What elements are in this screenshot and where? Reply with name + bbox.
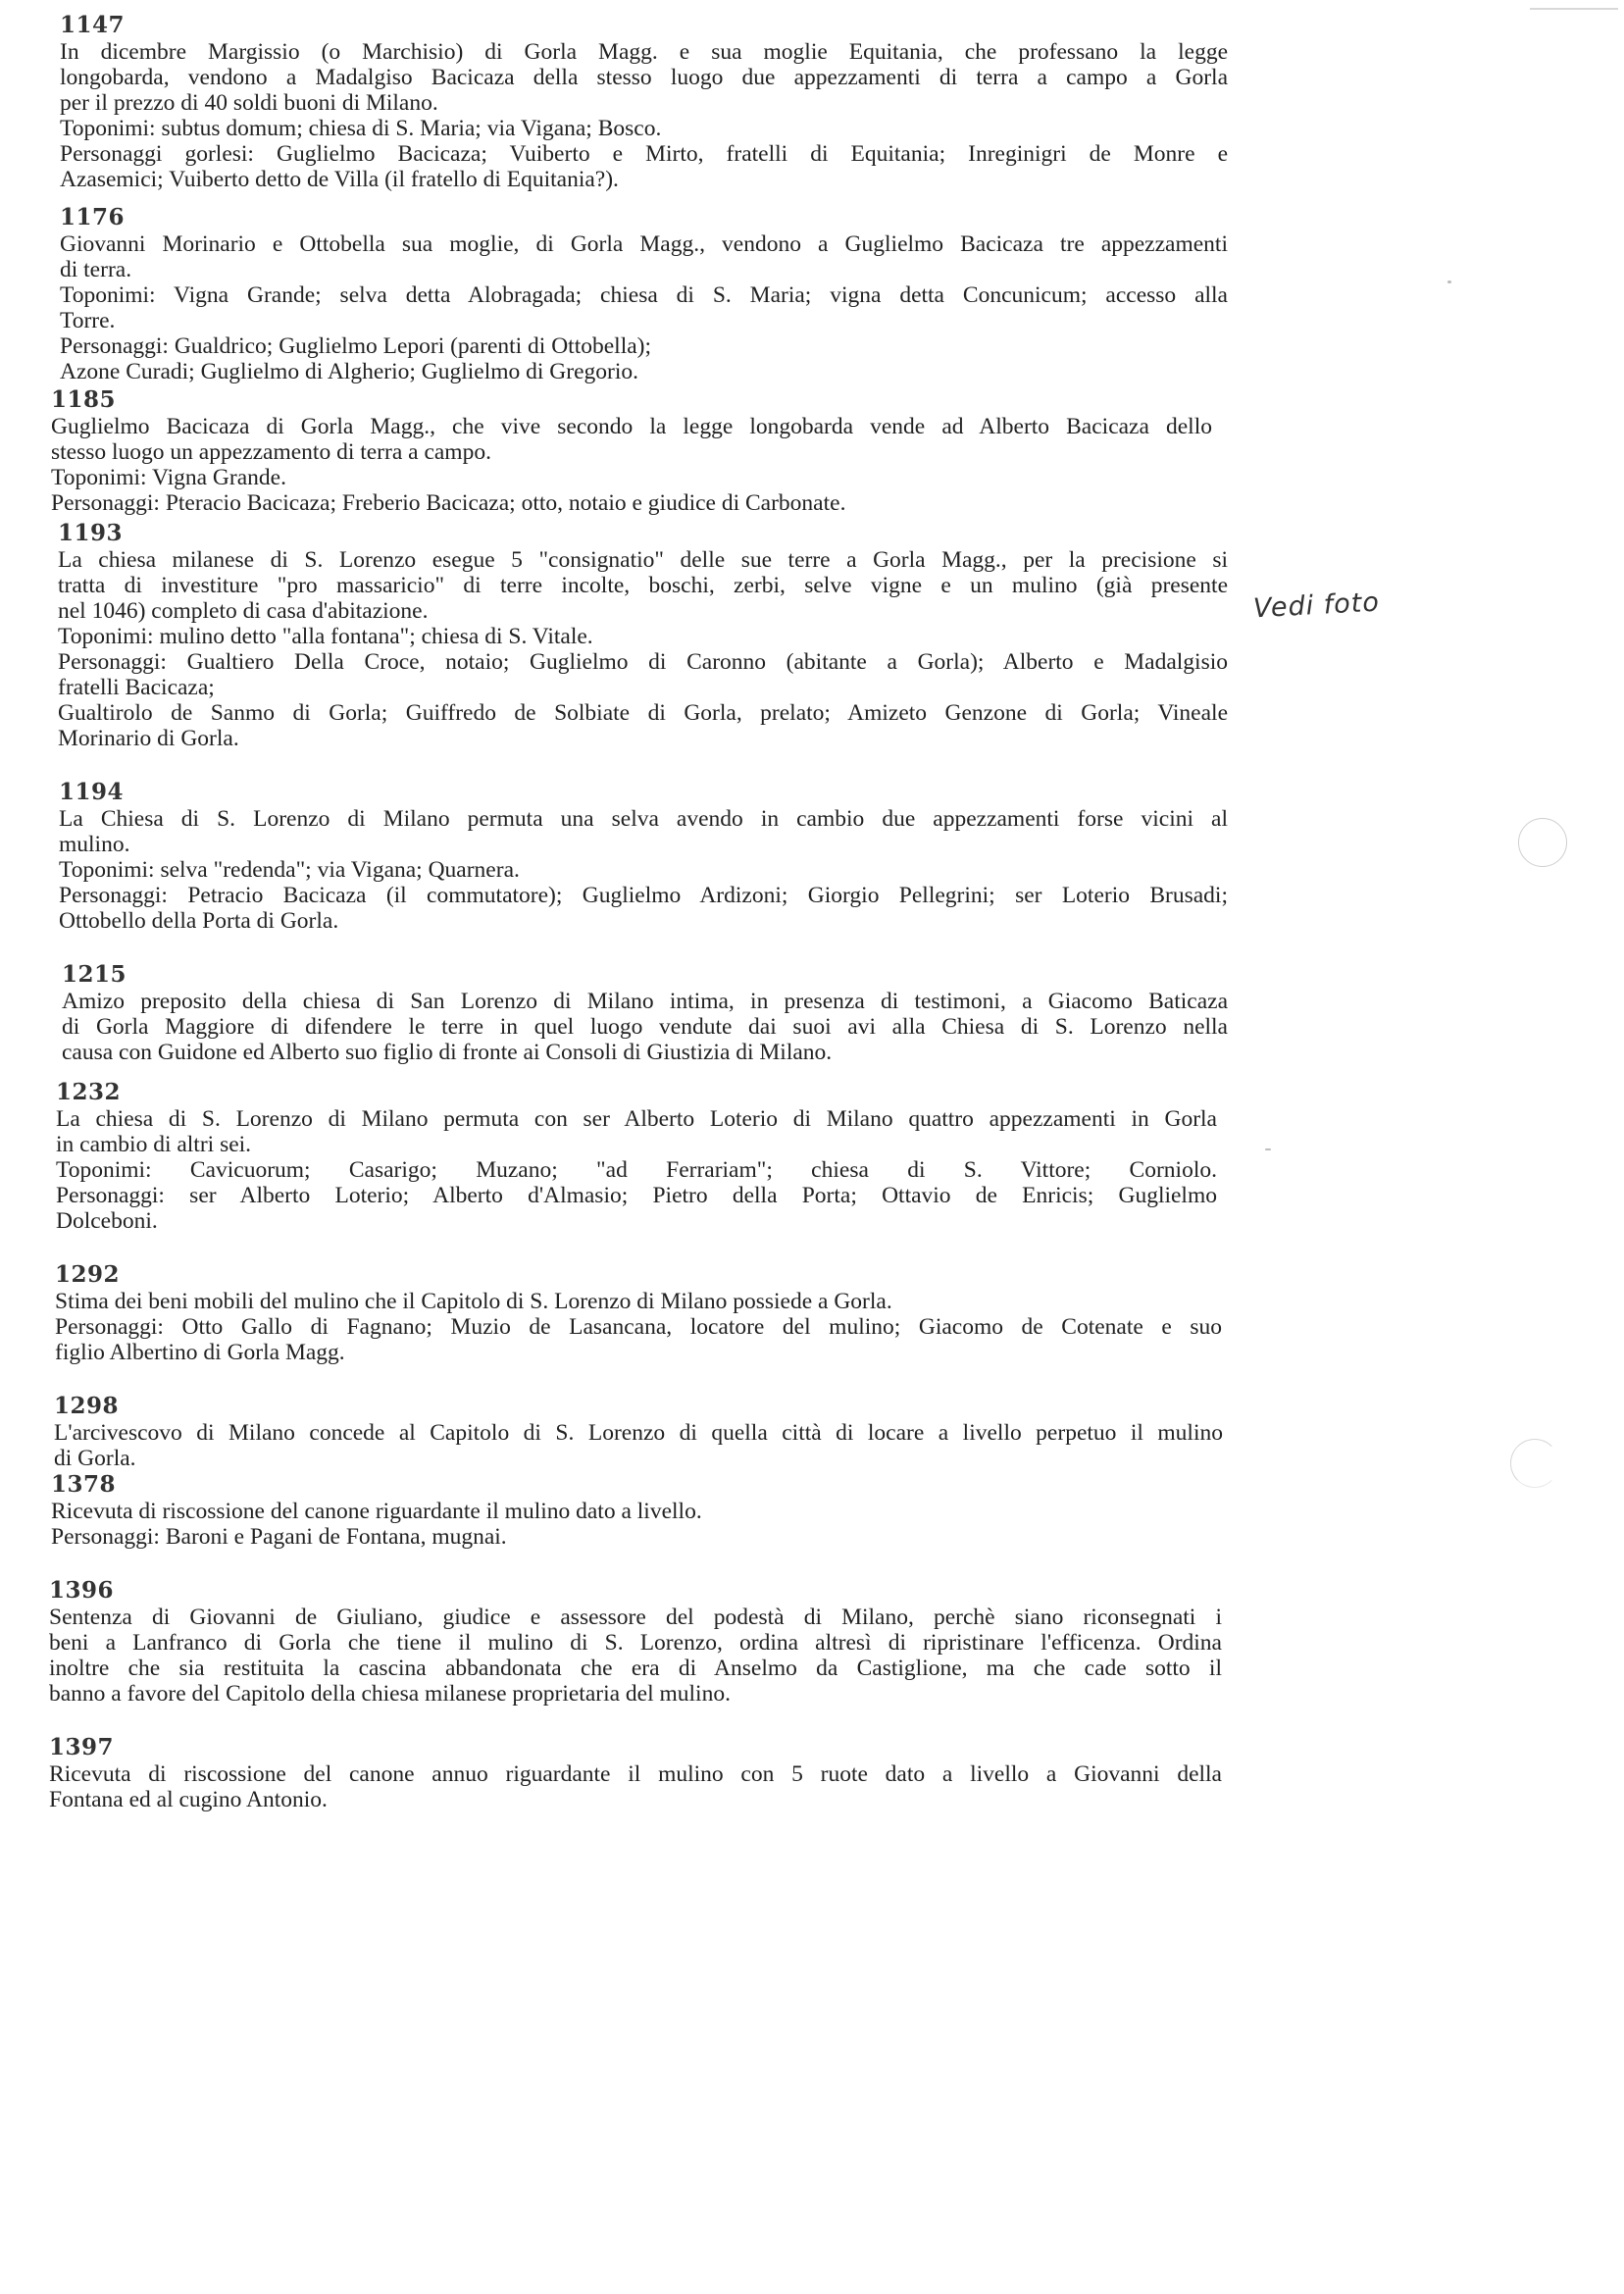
entry-year: 1298 <box>54 1393 120 1419</box>
entry-line: Dolceboni. <box>56 1208 158 1234</box>
handwritten-margin-note: Vedi foto <box>1252 586 1381 625</box>
entry-1397 <box>49 1734 1222 1812</box>
entry-line: Toponimi: Cavicuorum; Casarigo; Muzano; "ad Ferrariam"; chiesa di S. Vittore; Corniolo. <box>56 1157 1217 1183</box>
entry-line: Toponimi: Vigna Grande. <box>51 465 286 490</box>
entry-year: 1378 <box>51 1471 117 1498</box>
entry-line: Gualtirolo de Sanmo di Gorla; Guiffredo de Solbiate di Gorla, prelato; Amizeto Genzone di Gorla; Vineale <box>58 700 1228 726</box>
entry-1185 <box>51 386 1212 516</box>
entry-line: stesso luogo un appezzamento di terra a campo. <box>51 439 491 465</box>
entry-line: Giovanni Morinario e Ottobella sua moglie, di Gorla Magg., vendono a Guglielmo Bacicaza tre appezzamenti <box>60 231 1228 257</box>
entry-year: 1176 <box>60 204 126 230</box>
entry-line: La chiesa di S. Lorenzo di Milano permuta con ser Alberto Loterio di Milano quattro appezzamenti in Gorla <box>56 1106 1217 1132</box>
entry-line: in cambio di altri sei. <box>56 1132 252 1157</box>
entry-line: di Gorla Maggiore di difendere le terre in quel luogo vendute dai suoi avi alla Chiesa di S. Lorenzo nella <box>62 1014 1228 1040</box>
entry-1215 <box>62 961 1228 1065</box>
entry-year: 1194 <box>59 779 125 805</box>
entry-line: La Chiesa di S. Lorenzo di Milano permuta una selva avendo in cambio due appezzamenti forse vicini al <box>59 806 1228 832</box>
entry-line: Ricevuta di riscossione del canone annuo riguardante il mulino con 5 ruote dato a livello a Giovanni della <box>49 1761 1222 1787</box>
entry-line: Toponimi: subtus domum; chiesa di S. Maria; via Vigana; Bosco. <box>60 116 662 141</box>
entry-year: 1215 <box>62 961 127 988</box>
entry-year: 1396 <box>49 1577 115 1604</box>
entry-line: Personaggi: Gualtiero Della Croce, notaio; Guglielmo di Caronno (abitante a Gorla); Alberto e Madalgisio <box>58 649 1228 675</box>
entry-line: Ricevuta di riscossione del canone riguardante il mulino dato a livello. <box>51 1499 702 1524</box>
entry-line: nel 1046) completo di casa d'abitazione. <box>58 598 429 624</box>
entry-line: Sentenza di Giovanni de Giuliano, giudice e assessore del podestà di Milano, perchè siano riconsegnati i <box>49 1605 1222 1630</box>
entry-line: di Gorla. <box>54 1446 136 1471</box>
entry-1298 <box>54 1393 1223 1471</box>
entry-1232 <box>56 1079 1217 1234</box>
entry-line: Azone Curadi; Guglielmo di Algherio; Guglielmo di Gregorio. <box>60 359 639 384</box>
entry-year: 1397 <box>49 1734 115 1760</box>
entry-line: tratta di investiture "pro massaricio" di terre incolte, boschi, zerbi, selve vigne e un mulino (già presente <box>58 573 1228 598</box>
entry-line: Personaggi: Petracio Bacicaza (il commutatore); Guglielmo Ardizoni; Giorgio Pellegrini; ser Loterio Brusadi; <box>59 883 1228 908</box>
entry-1378 <box>51 1471 1228 1550</box>
scan-speck <box>1265 1148 1271 1150</box>
entry-line: Toponimi: selva "redenda"; via Vigana; Quarnera. <box>59 857 520 883</box>
entry-line: Personaggi: Pteracio Bacicaza; Freberio Bacicaza; otto, notaio e giudice di Carbonate. <box>51 490 846 516</box>
entry-1194 <box>59 779 1228 934</box>
entry-1396 <box>49 1577 1222 1707</box>
entry-line: causa con Guidone ed Alberto suo figlio di fronte ai Consoli di Giustizia di Milano. <box>62 1040 833 1065</box>
entry-line: inoltre che sia restituita la cascina abbandonata che era di Anselmo da Castiglione, ma che cade sotto il <box>49 1656 1222 1681</box>
entry-line: Toponimi: Vigna Grande; selva detta Alobragada; chiesa di S. Maria; vigna detta Concunicum; accesso alla <box>60 282 1228 308</box>
entry-line: In dicembre Margissio (o Marchisio) di Gorla Magg. e sua moglie Equitania, che professano la legge <box>60 39 1228 65</box>
entry-line: banno a favore del Capitolo della chiesa milanese proprietaria del mulino. <box>49 1681 731 1707</box>
entries-list <box>51 12 1228 1812</box>
entry-1193 <box>58 520 1228 751</box>
entry-line: longobarda, vendono a Madalgiso Bacicaza della stesso luogo due appezzamenti di terra a campo a Gorla <box>60 65 1228 90</box>
entry-1292 <box>55 1261 1222 1365</box>
entry-year: 1147 <box>60 12 126 38</box>
entry-line: Ottobello della Porta di Gorla. <box>59 908 339 934</box>
entry-line: Personaggi: Otto Gallo di Fagnano; Muzio de Lasancana, locatore del mulino; Giacomo de Cotenate e suo <box>55 1314 1222 1340</box>
entry-line: Personaggi: ser Alberto Loterio; Alberto d'Almasio; Pietro della Porta; Ottavio de Enricis; Guglielmo <box>56 1183 1217 1208</box>
entry-line: Fontana ed al cugino Antonio. <box>49 1787 328 1812</box>
page-edge-mark <box>1530 8 1618 10</box>
entry-line: Personaggi: Gualdrico; Guglielmo Lepori (parenti di Ottobella); <box>60 333 652 359</box>
entry-line: Amizo preposito della chiesa di San Lorenzo di Milano intima, in presenza di testimoni, a Giacomo Baticaza <box>62 989 1228 1014</box>
entry-line: fratelli Bacicaza; <box>58 675 215 700</box>
entry-line: Personaggi: Baroni e Pagani de Fontana, mugnai. <box>51 1524 507 1550</box>
entry-line: Personaggi gorlesi: Guglielmo Bacicaza; Vuiberto e Mirto, fratelli di Equitania; Inreginigri de Monre e <box>60 141 1228 167</box>
entry-line: Toponimi: mulino detto "alla fontana"; chiesa di S. Vitale. <box>58 624 593 649</box>
entry-year: 1193 <box>58 520 124 546</box>
entry-line: L'arcivescovo di Milano concede al Capitolo di S. Lorenzo di quella città di locare a livello perpetuo il mulino <box>54 1420 1223 1446</box>
entry-line: Stima dei beni mobili del mulino che il Capitolo di S. Lorenzo di Milano possiede a Gorla. <box>55 1289 892 1314</box>
entry-year: 1232 <box>56 1079 122 1105</box>
entry-line: beni a Lanfranco di Gorla che tiene il mulino di S. Lorenzo, ordina altresì di ripristinare l'efficenza. Ordina <box>49 1630 1222 1656</box>
entry-line: Torre. <box>60 308 116 333</box>
entry-line: Guglielmo Bacicaza di Gorla Magg., che vive secondo la legge longobarda vende ad Alberto Bacicaza dello <box>51 414 1212 439</box>
entry-line: Morinario di Gorla. <box>58 726 239 751</box>
entry-year: 1185 <box>51 386 117 413</box>
entry-line: La chiesa milanese di S. Lorenzo esegue 5 "consignatio" delle sue terre a Gorla Magg., per la precisione si <box>58 547 1228 573</box>
entry-line: mulino. <box>59 832 130 857</box>
scan-speck <box>1447 280 1451 283</box>
entry-1176 <box>60 204 1228 384</box>
entry-line: di terra. <box>60 257 132 282</box>
entry-line: Azasemici; Vuiberto detto de Villa (il fratello di Equitania?). <box>60 167 619 192</box>
entry-line: figlio Albertino di Gorla Magg. <box>55 1340 345 1365</box>
entry-line: per il prezzo di 40 soldi buoni di Milano. <box>60 90 438 116</box>
punch-hole-mark <box>1510 1439 1559 1488</box>
entry-year: 1292 <box>55 1261 121 1288</box>
entry-1147 <box>60 12 1228 192</box>
punch-hole-mark <box>1518 818 1567 867</box>
